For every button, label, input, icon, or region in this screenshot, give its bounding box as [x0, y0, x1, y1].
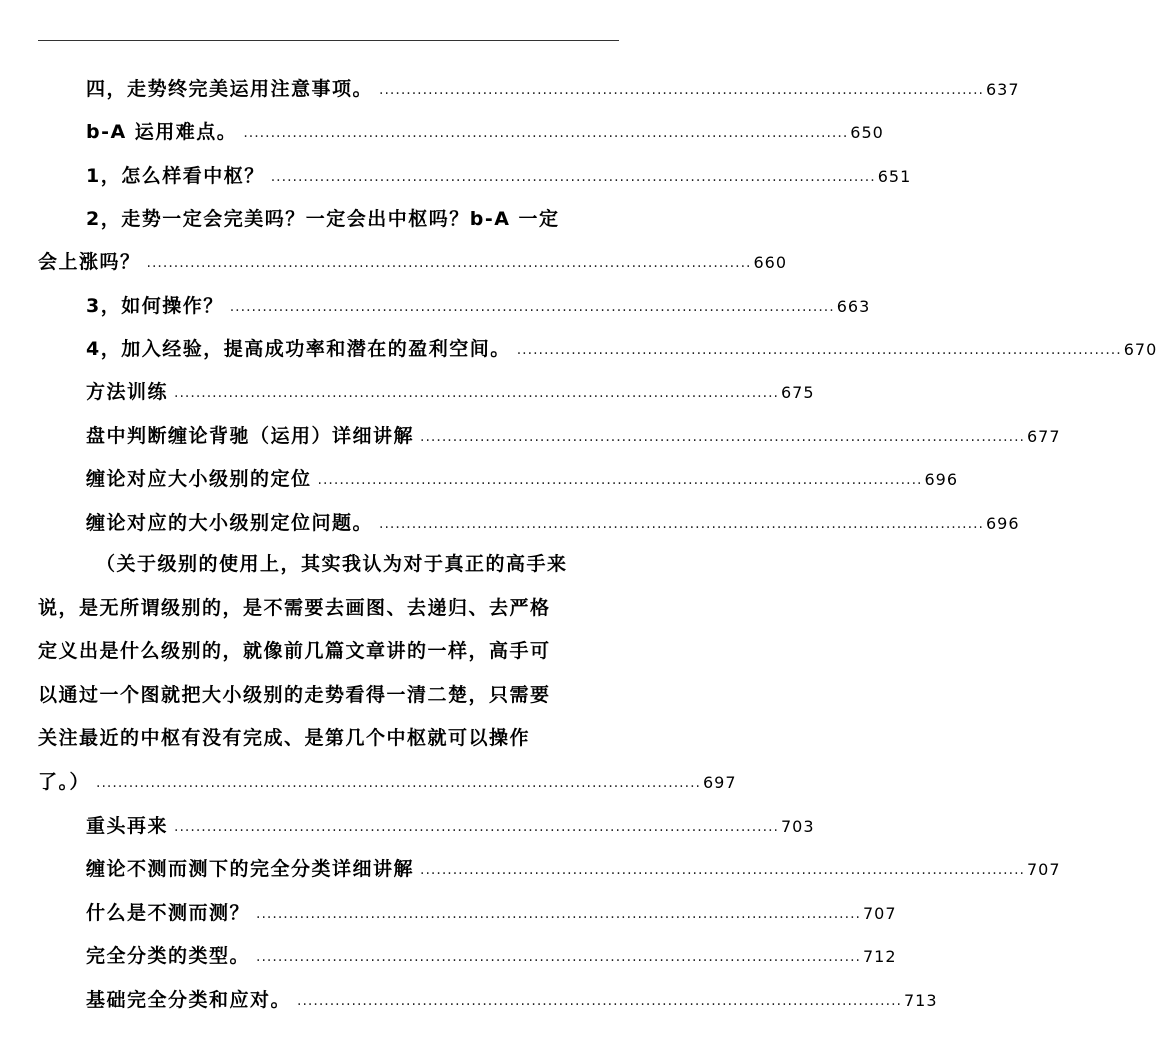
toc-entry[interactable]: [38, 78, 1020, 100]
toc-entry[interactable]: [38, 858, 1061, 880]
toc-page-number: 670: [1123, 340, 1157, 359]
toc-leader-dots: ...............................................................................................................: [379, 82, 984, 98]
toc-page-number: 677: [1027, 427, 1061, 446]
toc-entry-title: 4，加入经验，提高成功率和潜在的盈利空间。: [86, 338, 511, 360]
toc-entry-title: 基础完全分类和应对。: [86, 989, 292, 1011]
toc-entry-title: 重头再来: [86, 815, 169, 837]
toc-entry-title: 了。）: [38, 771, 91, 793]
toc-paragraph-line: 以通过一个图就把大小级别的走势看得一清二楚，只需要: [38, 683, 551, 706]
toc-entry-paragraph[interactable]: [38, 543, 616, 761]
toc-entry[interactable]: [38, 815, 815, 837]
toc-leader-dots: ...............................................................................................................: [96, 775, 701, 791]
toc-paragraph-line: 说，是无所谓级别的，是不需要去画图、去递归、去严格: [38, 596, 551, 619]
toc-entry[interactable]: [38, 989, 938, 1011]
toc-page-number: 713: [904, 991, 938, 1010]
toc-page-number: 660: [753, 253, 788, 272]
toc-entry-title: 3，如何操作？: [86, 295, 224, 317]
toc-page-number: 707: [863, 904, 897, 923]
toc-page-number: 696: [924, 470, 959, 489]
toc-entry[interactable]: [38, 165, 912, 187]
toc-leader-dots: ...............................................................................................................: [379, 516, 984, 532]
toc-page-number: 696: [986, 514, 1020, 533]
toc-entry[interactable]: [38, 902, 897, 924]
toc-leader-dots: ...............................................................................................................: [174, 819, 779, 835]
toc-page-number: 650: [850, 123, 884, 142]
toc-entry-title: b-A 运用难点。: [86, 121, 238, 143]
toc-leader-dots: ...............................................................................................................: [317, 472, 923, 488]
toc-entry[interactable]: [38, 295, 871, 317]
toc-page-number: 651: [877, 167, 912, 186]
toc-entry-title: 1，怎么样看中枢？: [86, 165, 265, 187]
toc-entry-title: 什么是不测而测？: [86, 902, 251, 924]
toc-leader-dots: ...............................................................................................................: [420, 862, 1025, 878]
toc-entry-title: 盘中判断缠论背驰（运用）详细讲解: [86, 425, 415, 447]
toc-leader-dots: ...............................................................................................................: [146, 255, 752, 271]
toc-leader-dots: ...............................................................................................................: [270, 169, 876, 185]
toc-entry-title: 缠论对应大小级别的定位: [86, 468, 312, 490]
toc-leader-dots: ...............................................................................................................: [256, 906, 861, 922]
toc-entry[interactable]: [38, 338, 1157, 360]
toc-page-number: 712: [863, 947, 897, 966]
toc-entry[interactable]: [38, 512, 1020, 534]
toc-entry-title: 缠论不测而测下的完全分类详细讲解: [86, 858, 415, 880]
toc-leader-dots: ...............................................................................................................: [229, 299, 835, 315]
toc-entry-title-line: 2，走势一定会完美吗？一定会出中枢吗？b-A 一定: [86, 208, 560, 230]
toc-leader-dots: ...............................................................................................................: [420, 429, 1025, 445]
toc-entry-title: 会上涨吗？: [38, 251, 141, 273]
toc-entry-title: 方法训练: [86, 381, 169, 403]
toc-entry[interactable]: [38, 208, 788, 273]
toc-entry-title: 四，走势终完美运用注意事项。: [86, 78, 374, 100]
toc-entry[interactable]: [38, 771, 737, 793]
toc-page-number: 697: [703, 773, 737, 792]
toc-entry[interactable]: [38, 945, 897, 967]
toc-entry[interactable]: [38, 468, 959, 490]
toc-paragraph-line: 定义出是什么级别的，就像前几篇文章讲的一样，高手可: [38, 640, 551, 662]
toc-entry[interactable]: [38, 381, 815, 403]
toc-paragraph-line: （关于级别的使用上，其实我认为对于真正的高手来: [96, 553, 568, 575]
toc-leader-dots: ...............................................................................................................: [516, 342, 1122, 358]
toc-entry[interactable]: [38, 121, 884, 143]
toc-leader-dots: ...............................................................................................................: [174, 385, 779, 401]
toc-entry-title: 完全分类的类型。: [86, 945, 251, 967]
toc-page-number: 663: [836, 297, 871, 316]
toc-paragraph-line: 关注最近的中枢有没有完成、是第几个中枢就可以操作: [38, 727, 531, 749]
toc-page-number: 637: [986, 80, 1020, 99]
toc-leader-dots: ...............................................................................................................: [256, 949, 861, 965]
toc-page-number: 675: [781, 383, 815, 402]
toc-entry-title: 缠论对应的大小级别定位问题。: [86, 512, 374, 534]
toc-entry[interactable]: [38, 425, 1061, 447]
header-rule: [38, 40, 619, 41]
toc-leader-dots: ...............................................................................................................: [243, 125, 849, 141]
toc-page-number: 703: [781, 817, 815, 836]
toc-page-number: 707: [1027, 860, 1061, 879]
toc-leader-dots: ...............................................................................................................: [297, 993, 902, 1009]
